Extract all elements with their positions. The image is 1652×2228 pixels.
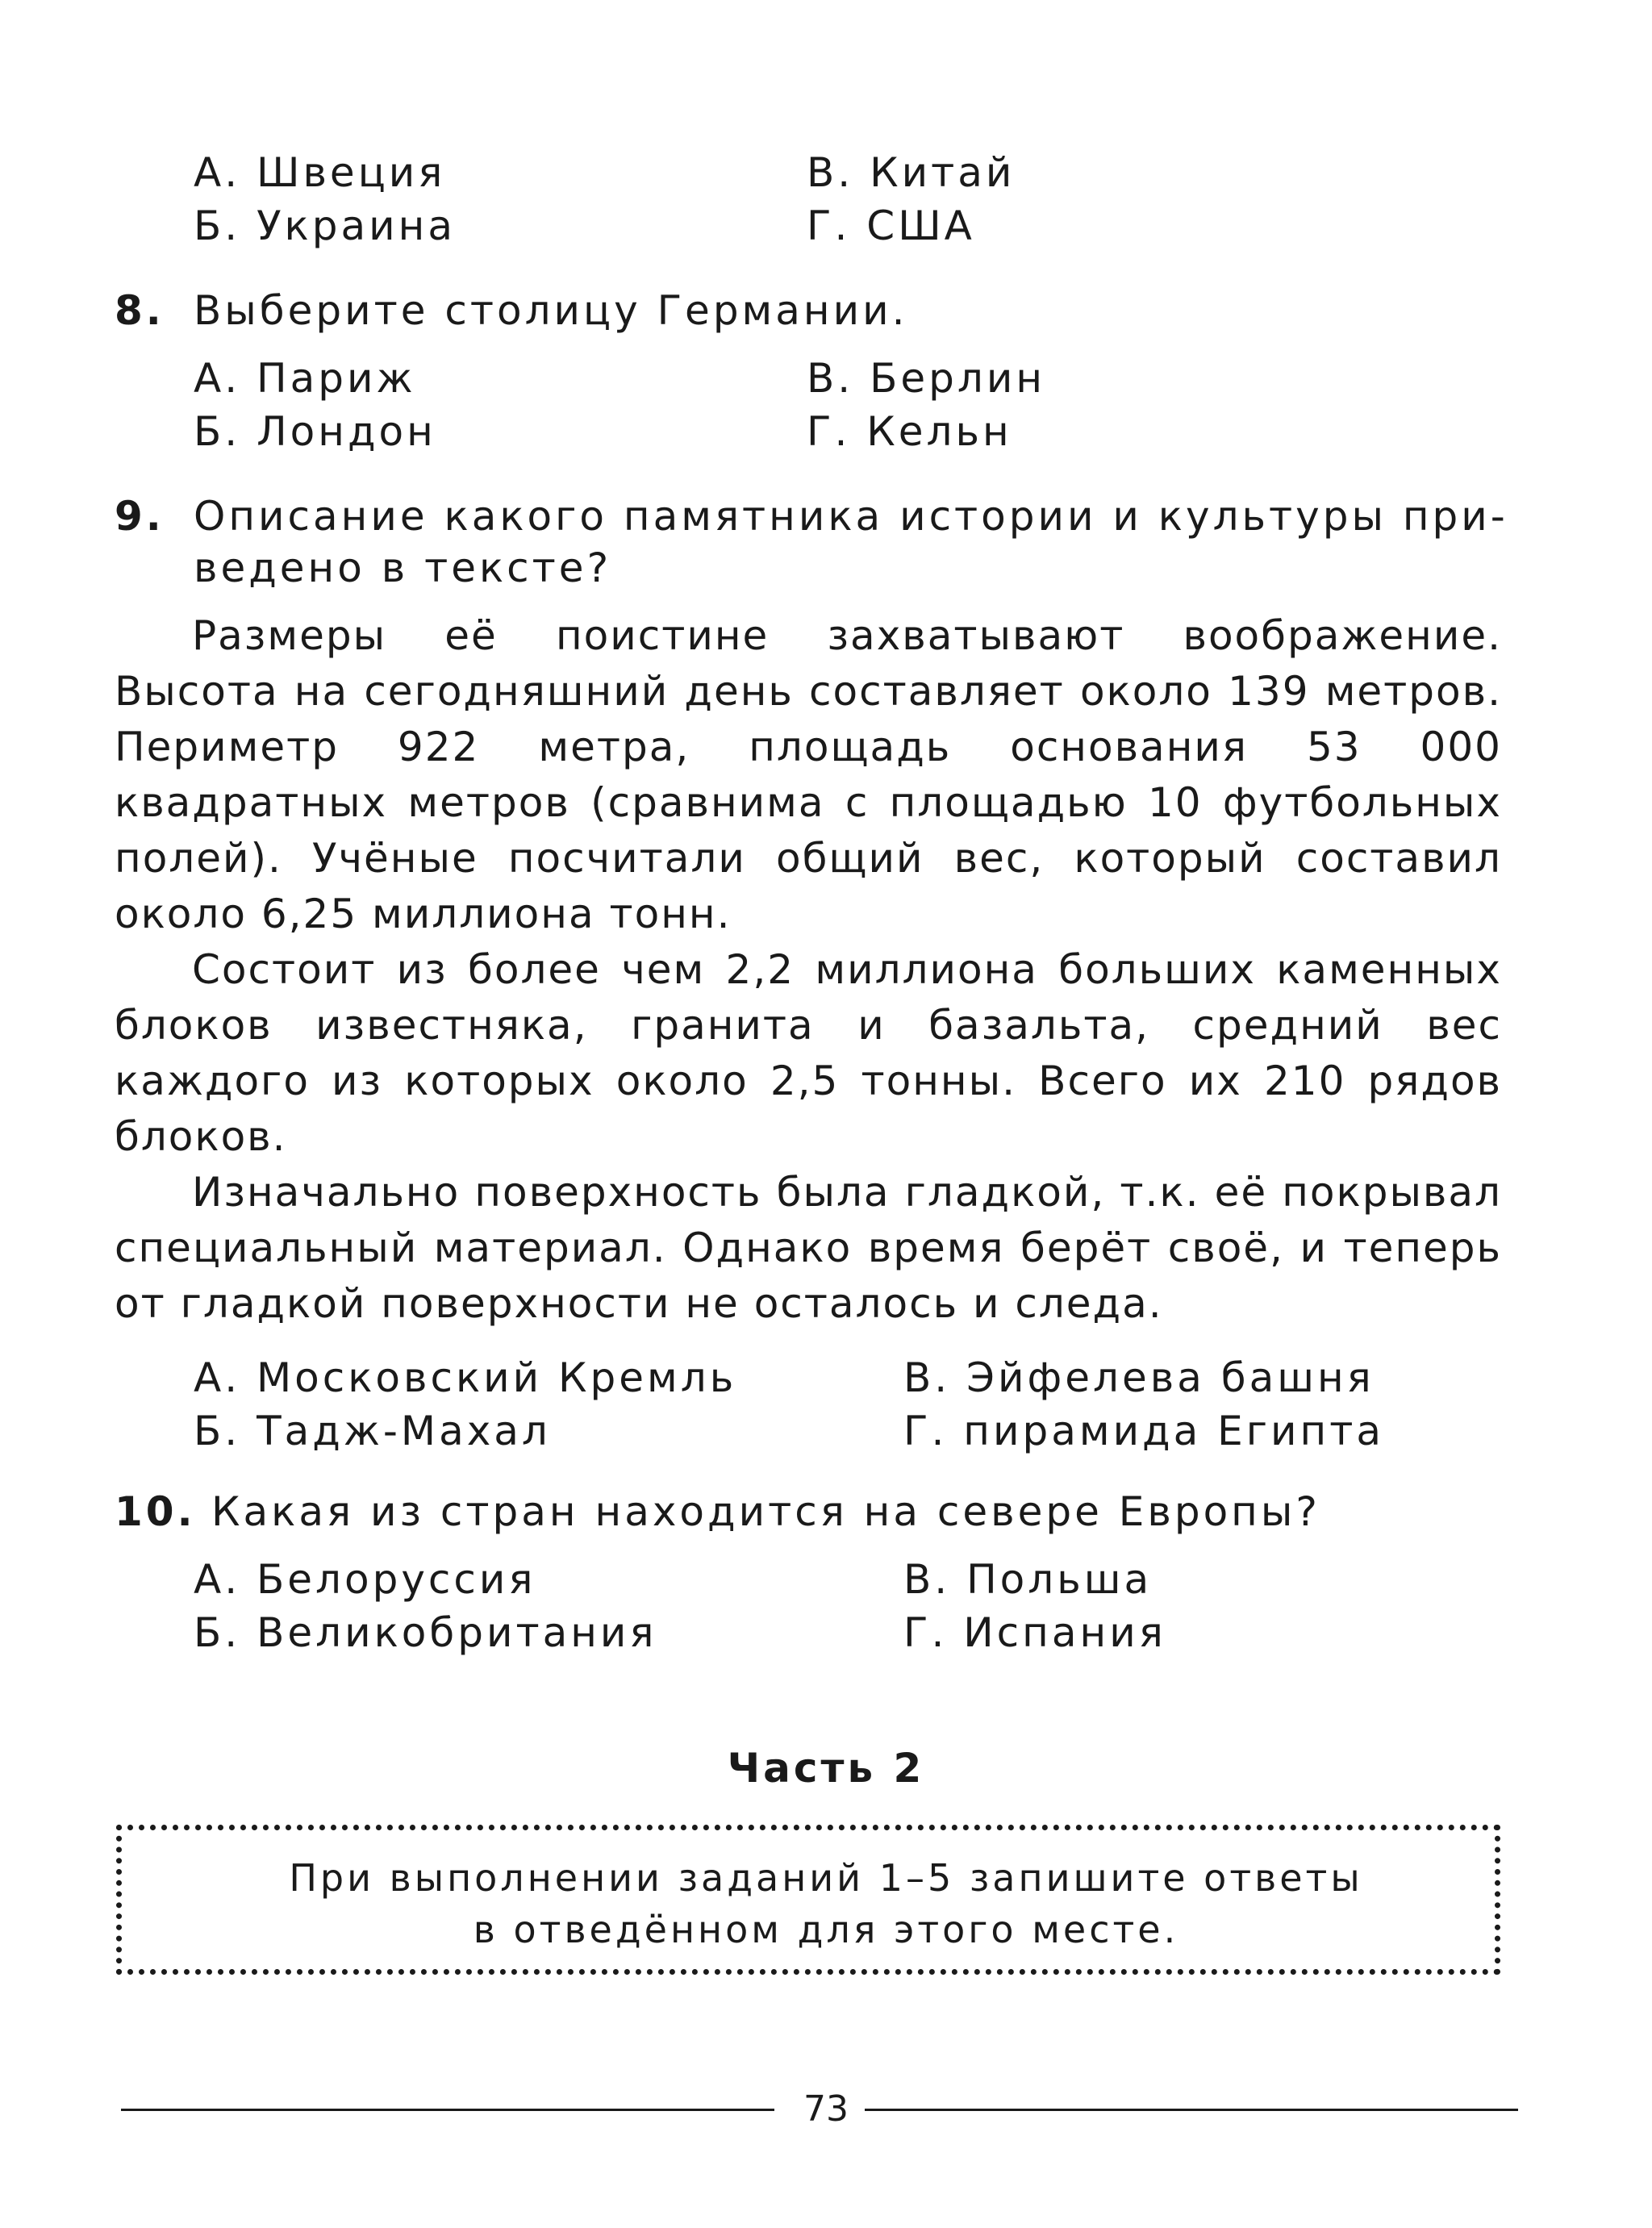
- q10-option-v: В. Польша: [903, 1556, 1153, 1603]
- page-number: 73: [803, 2088, 849, 2130]
- q8-option-v: В. Берлин: [807, 355, 1046, 402]
- q9-number: 9.: [115, 493, 165, 540]
- q9-option-v: В. Эйфелева башня: [903, 1354, 1375, 1401]
- q8-option-a: А. Париж: [194, 355, 416, 402]
- q8-number: 8.: [115, 287, 165, 334]
- q7-option-a: А. Швеция: [194, 149, 446, 196]
- footer-rule-right: [865, 2109, 1518, 2111]
- passage-paragraph-3: Изначально поверхность была гладкой, т.к. её покрывал специальный материал. Однако время берёт своё, и теперь от гладкой поверхности не осталось и следа.: [115, 1169, 1502, 1327]
- q9-option-g: Г. пирамида Египта: [903, 1408, 1384, 1454]
- instruction-line-1: При выполнении заданий 1–5 запишите ответы: [289, 1856, 1363, 1900]
- instruction-line-2: в отведённом для этого месте.: [473, 1908, 1179, 1951]
- q8-text: Выберите столицу Германии.: [194, 287, 908, 334]
- q10-option-a: А. Белоруссия: [194, 1556, 536, 1603]
- q9-text-line2: ведено в тексте?: [194, 544, 612, 591]
- q9-text-line1: Описание какого памятника истории и культуры при-: [194, 493, 1508, 540]
- q10-number: 10.: [115, 1488, 196, 1535]
- q7-option-v: В. Китай: [807, 149, 1016, 196]
- q9-option-b: Б. Тадж-Махал: [194, 1408, 551, 1454]
- q7-option-g: Г. США: [807, 202, 975, 249]
- q7-option-b: Б. Украина: [194, 202, 456, 249]
- part2-title: Часть 2: [727, 1745, 925, 1792]
- q9-passage: [115, 608, 1502, 1332]
- q10-text: Какая из стран находится на севере Европы?: [211, 1488, 1320, 1535]
- q9-option-a: А. Московский Кремль: [194, 1354, 737, 1401]
- q8-option-b: Б. Лондон: [194, 408, 436, 455]
- q10-option-b: Б. Великобритания: [194, 1609, 657, 1656]
- passage-paragraph-1: Размеры её поистине захватывают воображение. Высота на сегодняшний день составляет около 139 метров. Периметр 922 метра, площадь основания 53 000 квадратных метров (сравнима с площадью 10 футбольных полей). Учёные посчитали общий вес, который составил около 6,25 миллиона тонн.: [115, 612, 1502, 937]
- passage-paragraph-2: Состоит из более чем 2,2 миллиона больших каменных блоков известняка, гранита и базальта, средний вес каждого из которых около 2,5 тонны. Всего их 210 рядов блоков.: [115, 946, 1502, 1160]
- q10-option-g: Г. Испания: [903, 1609, 1166, 1656]
- q8-option-g: Г. Кельн: [807, 408, 1012, 455]
